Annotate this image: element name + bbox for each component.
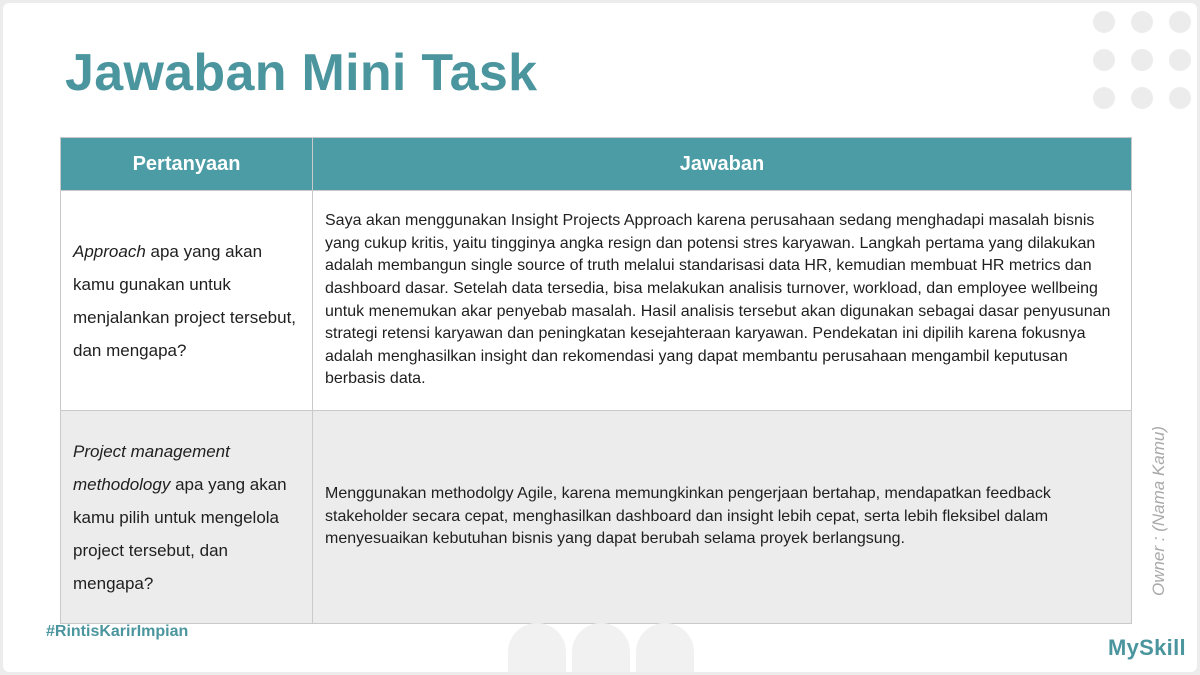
- myskill-logo: MySkill: [1108, 635, 1186, 660]
- answer-cell: Menggunakan methodolgy Agile, karena memungkinkan pengerjaan bertahap, mendapatkan feedback stakeholder secara cepat, menghasilkan dashboard dan insight lebih cepat, serta lebih fleksibel dalam menyesuaikan kebutuhan bisnis yang dapat berubah selama proyek berlangsung.: [313, 411, 1132, 624]
- header-pertanyaan: Pertanyaan: [61, 138, 313, 191]
- table-row: [61, 191, 1132, 411]
- page-title: Jawaban Mini Task: [65, 44, 538, 102]
- answer-cell: Saya akan menggunakan Insight Projects Approach karena perusahaan sedang menghadapi masalah bisnis yang cukup kritis, yaitu tingginya angka resign dan potensi stres karyawan. Langkah pertama yang dilakukan adalah membangun single source of truth melalui standarisasi data HR, kemudian membuat HR metrics dan dashboard dasar. Setelah data tersedia, bisa melakukan analisis turnover, workload, dan employee wellbeing untuk menemukan akar penyebab masalah. Hasil analisis tersebut akan digunakan sebagai dasar penyusunan strategi retensi karyawan dan peningkatan kesejahteraan karyawan. Pendekatan ini dipilih karena fokusnya adalah menghasilkan insight dan rekomendasi yang dapat membantu perusahaan mengambil keputusan berbasis data.: [313, 191, 1132, 411]
- decorative-arch: [508, 623, 566, 672]
- question-cell: [61, 411, 313, 624]
- qa-table: [60, 137, 1132, 624]
- decorative-dot-grid: [1093, 11, 1193, 111]
- hashtag-label: #RintisKarirImpian: [46, 623, 189, 640]
- question-text: apa yang akan kamu pilih untuk mengelola project tersebut, dan mengapa?: [73, 474, 287, 593]
- question-emphasis: Approach: [73, 241, 146, 261]
- question-emphasis: Project management methodology: [73, 441, 230, 494]
- question-cell: [61, 191, 313, 411]
- owner-label: Owner : (Nama Kamu): [1149, 425, 1168, 597]
- slide: [3, 3, 1197, 672]
- header-jawaban: Jawaban: [313, 138, 1132, 191]
- decorative-arch: [572, 623, 630, 672]
- decorative-arch: [636, 623, 694, 672]
- question-text: apa yang akan kamu gunakan untuk menjalankan project tersebut, dan mengapa?: [73, 241, 297, 360]
- table-row: [61, 411, 1132, 624]
- table-header-row: [61, 138, 1132, 191]
